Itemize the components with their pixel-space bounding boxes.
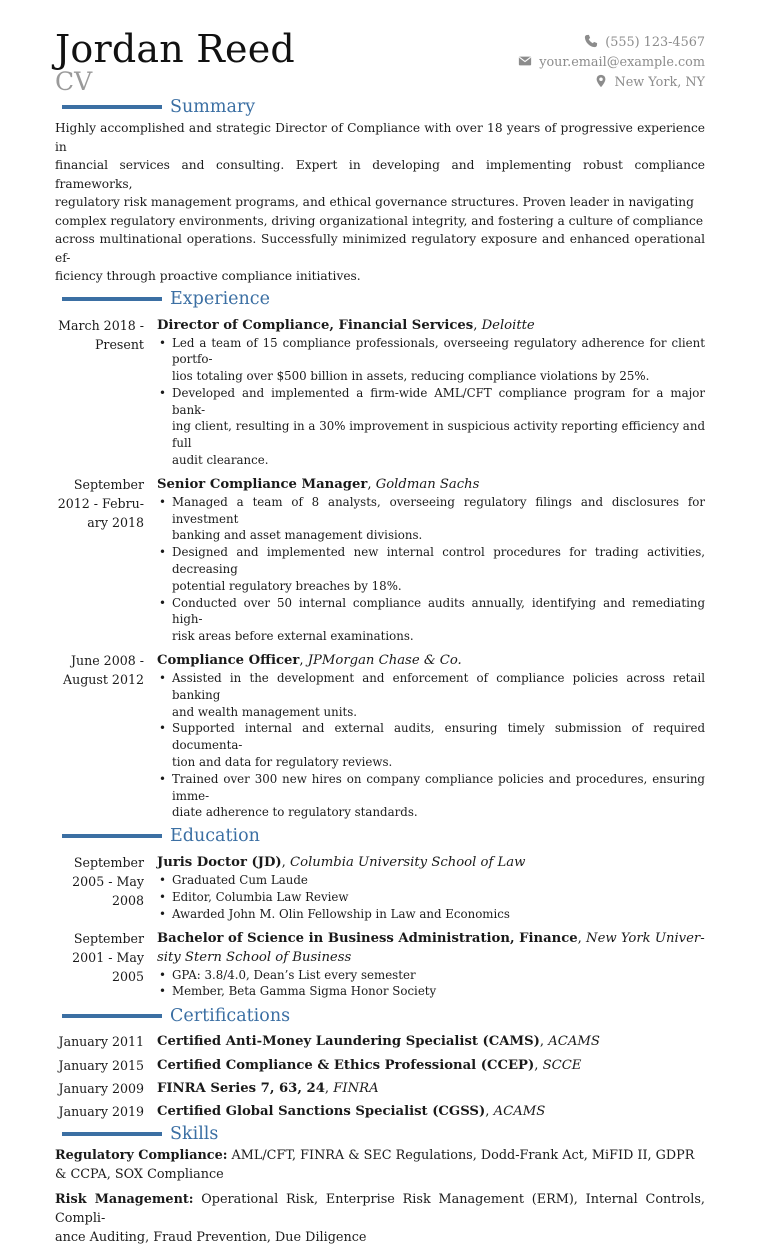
entry-body	[157, 316, 705, 469]
certification-entry	[55, 1079, 705, 1099]
date-line: 2008	[111, 893, 144, 909]
skill-label: Risk Management:	[55, 1192, 194, 1208]
summary-line: across multinational operations. Successfully minimized regulatory exposure and enhanced operational ef-	[55, 232, 705, 265]
cert-date: January 2011	[58, 1034, 144, 1050]
summary-text	[55, 119, 705, 286]
bullet-item: • Developed and implemented a firm-wide AML/CFT compliance program for a major bank- ing client, resulting in a 30% improvement in suspicious activity reporting efficiency and full audit clearance.	[157, 385, 705, 469]
entry-date	[55, 651, 157, 821]
email-link[interactable]: your.email@example.com	[539, 55, 705, 70]
cert-name: Certified Anti-Money Laundering Specialist (CAMS)	[157, 1034, 540, 1050]
section-rule	[62, 105, 162, 109]
summary-line: complex regulatory environments, driving organizational integrity, and fostering a culture of compliance	[55, 213, 704, 228]
cert-name: Certified Global Sanctions Specialist (CGSS)	[157, 1104, 486, 1120]
date-line: August 2012	[63, 672, 144, 688]
document-type: CV	[55, 67, 93, 96]
envelope-icon	[518, 54, 532, 68]
education-section-heading	[55, 826, 705, 848]
job-title: Senior Compliance Manager	[157, 476, 368, 492]
bullet-item: • Member, Beta Gamma Sigma Honor Society	[157, 983, 705, 1000]
bullet-list	[157, 670, 705, 821]
section-title: Summary	[170, 97, 256, 117]
education-entry	[55, 853, 705, 922]
date-line: Present	[94, 336, 144, 352]
bullet-item: • GPA: 3.8/4.0, Dean’s List every semester	[157, 967, 705, 984]
bullet-item: • Designed and implemented new internal control procedures for trading activities, decreasing potential regulatory breaches by 18%.	[157, 544, 705, 594]
bullet-list	[157, 967, 705, 1001]
entry-body	[157, 651, 705, 821]
entry-date	[55, 929, 157, 1001]
cert-issuer: ACAMS	[548, 1034, 600, 1050]
bullet-item: • Assisted in the development and enforcement of compliance policies across retail banking and wealth management units.	[157, 670, 705, 720]
summary-line: regulatory risk management programs, and ethical governance structures. Proven leader in navigating	[55, 195, 694, 209]
date-line: September	[73, 930, 144, 946]
experience-section-heading	[55, 289, 705, 311]
section-rule	[62, 1132, 162, 1136]
location-text: New York, NY	[614, 75, 705, 90]
section-rule	[62, 297, 162, 301]
bullet-item: • Conducted over 50 internal compliance audits annually, identifying and remediating high- risk areas before external examinations.	[157, 595, 705, 645]
bullet-list	[157, 494, 705, 645]
entry-heading: Senior Compliance Manager, Goldman Sachs	[157, 476, 480, 492]
skill-values-continued: & CCPA, SOX Compliance	[55, 1167, 224, 1183]
education-entry	[55, 929, 705, 1001]
degree: Juris Doctor (JD)	[157, 855, 282, 871]
bullet-item: • Awarded John M. Olin Fellowship in Law and Economics	[157, 906, 705, 923]
certification-entry	[55, 1056, 705, 1076]
summary-section-heading	[55, 97, 705, 119]
certifications-section-heading	[55, 1006, 705, 1028]
cert-body: FINRA Series 7, 63, 24, FINRA	[157, 1080, 379, 1096]
bullet-item: • Led a team of 15 compliance professionals, overseeing regulatory adherence for client portfo- lios totaling over $500 billion in assets, reducing compliance violations by 25%.	[157, 335, 705, 385]
entry-date	[55, 853, 157, 922]
cert-issuer: ACAMS	[493, 1104, 546, 1120]
skill-group	[55, 1190, 705, 1247]
experience-entry	[55, 316, 705, 469]
section-title: Experience	[170, 288, 270, 309]
section-title: Skills	[170, 1124, 219, 1145]
bullet-item: • Graduated Cum Laude	[157, 872, 705, 889]
skills-section-heading	[55, 1124, 705, 1146]
bullet-list	[157, 335, 705, 469]
contact-block	[518, 33, 705, 93]
skills-list	[55, 1146, 705, 1247]
cert-date: January 2019	[58, 1104, 144, 1120]
skill-group	[55, 1146, 705, 1184]
institution: New York Univer-	[586, 930, 705, 946]
summary-line: Highly accomplished and strategic Director of Compliance with over 18 years of progressive experience in	[55, 121, 705, 154]
entry-body	[157, 853, 705, 922]
bullet-list	[157, 872, 705, 922]
cert-body: Certified Global Sanctions Specialist (CGSS), ACAMS	[157, 1104, 546, 1120]
section-rule	[62, 834, 162, 838]
skill-values-continued: ance Auditing, Fraud Prevention, Due Diligence	[55, 1230, 367, 1246]
contact-phone	[518, 33, 705, 53]
skill-values: Operational Risk, Enterprise Risk Management (ERM), Internal Controls, Compli-	[55, 1192, 705, 1227]
bullet-item: • Editor, Columbia Law Review	[157, 889, 705, 906]
date-line: September	[73, 476, 144, 492]
skill-values: AML/CFT, FINRA & SEC Regulations, Dodd-Frank Act, MiFID II, GDPR	[227, 1148, 695, 1164]
institution: Columbia University School of Law	[290, 855, 526, 871]
entry-heading: Bachelor of Science in Business Administration, Finance, New York Univer- sity Stern School of Business	[157, 930, 705, 965]
date-line: 2001 - May	[72, 949, 144, 965]
cert-name: FINRA Series 7, 63, 24	[157, 1080, 325, 1096]
employer: Deloitte	[481, 317, 535, 333]
entry-body	[157, 929, 705, 1001]
person-name: Jordan Reed	[55, 27, 295, 71]
job-title: Compliance Officer	[157, 653, 300, 669]
date-line: 2012 - Febru-	[57, 495, 144, 511]
contact-email	[518, 53, 705, 73]
date-line: June 2008 -	[70, 653, 144, 669]
cert-body: Certified Compliance & Ethics Professional (CCEP), SCCE	[157, 1057, 582, 1073]
date-line: ary 2018	[87, 514, 144, 530]
skill-label: Regulatory Compliance:	[55, 1148, 228, 1164]
date-line: September	[73, 855, 144, 871]
cert-date: January 2009	[58, 1080, 144, 1096]
experience-entry	[55, 651, 705, 821]
summary-line: financial services and consulting. Expert in developing and implementing robust compliance frameworks,	[55, 158, 705, 191]
cert-name: Certified Compliance & Ethics Professional (CCEP)	[157, 1057, 535, 1073]
institution-continued: sity Stern School of Business	[157, 949, 352, 965]
cert-date: January 2015	[58, 1057, 144, 1073]
phone-icon	[584, 34, 598, 48]
summary-line: ficiency through proactive compliance initiatives.	[55, 269, 361, 283]
date-line: 2005 - May	[72, 874, 144, 890]
cert-body: Certified Anti-Money Laundering Specialist (CAMS), ACAMS	[157, 1034, 600, 1050]
date-line: 2005	[111, 968, 144, 984]
cert-issuer: SCCE	[542, 1057, 582, 1073]
phone-text[interactable]: (555) 123-4567	[605, 35, 705, 50]
certification-entry	[55, 1102, 705, 1122]
degree: Bachelor of Science in Business Administration, Finance	[157, 930, 578, 946]
bullet-item: • Managed a team of 8 analysts, overseeing regulatory filings and disclosures for investment banking and asset management divisions.	[157, 494, 705, 544]
entry-heading: Compliance Officer, JPMorgan Chase & Co.	[157, 653, 462, 669]
section-title: Education	[170, 826, 260, 847]
certification-entry	[55, 1032, 705, 1052]
entry-body	[157, 475, 705, 645]
entry-heading: Juris Doctor (JD), Columbia University School of Law	[157, 855, 526, 871]
section-rule	[62, 1014, 162, 1018]
employer: Goldman Sachs	[375, 476, 480, 492]
entry-date	[55, 475, 157, 645]
employer: JPMorgan Chase & Co.	[307, 653, 462, 669]
experience-entry	[55, 475, 705, 645]
contact-location	[518, 73, 705, 93]
map-pin-icon	[594, 74, 608, 88]
job-title: Director of Compliance, Financial Services	[157, 317, 474, 333]
cert-issuer: FINRA	[333, 1080, 379, 1096]
bullet-item: • Trained over 300 new hires on company compliance policies and procedures, ensuring imme- diate adherence to regulatory standards.	[157, 771, 705, 821]
date-line: March 2018 -	[58, 317, 144, 333]
section-title: Certifications	[170, 1006, 291, 1027]
entry-date	[55, 316, 157, 469]
bullet-item: • Supported internal and external audits, ensuring timely submission of required documenta- tion and data for regulatory reviews.	[157, 720, 705, 770]
cv-header	[55, 0, 705, 97]
entry-heading: Director of Compliance, Financial Services, Deloitte	[157, 317, 535, 333]
